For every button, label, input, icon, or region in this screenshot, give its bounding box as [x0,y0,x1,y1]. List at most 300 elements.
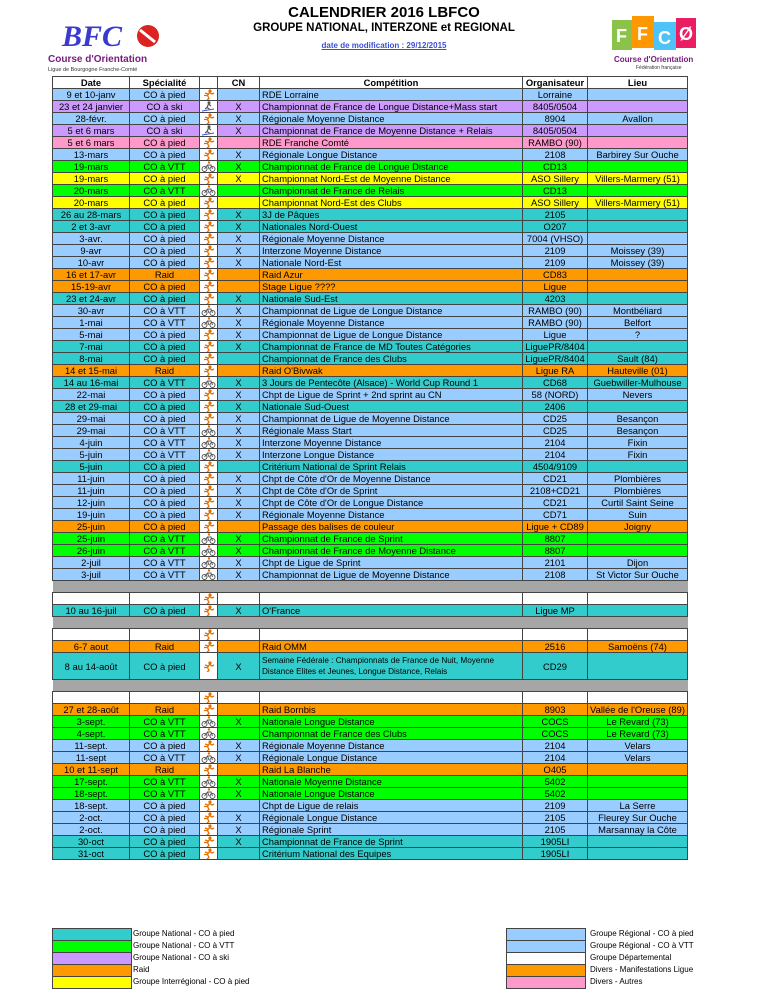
table-row [53,353,688,365]
col-header-spec: Spécialité [130,77,200,89]
organizer-cell: CD21 [523,473,588,485]
date-cell: 2 et 3-avr [53,221,130,233]
table-row [53,425,688,437]
discipline-icon-cell [200,113,218,125]
specialty-cell: CO à pied [130,293,200,305]
competition-cell: Nationale Longue Distance [260,788,523,800]
organizer-cell: CD25 [523,413,588,425]
competition-cell: Championnat de France de Relais [260,185,523,197]
bike-icon [200,569,217,580]
discipline-icon-cell [200,836,218,848]
bike-icon [200,533,217,544]
location-cell [588,341,688,353]
table-row [53,545,688,557]
specialty-cell: CO à pied [130,173,200,185]
organizer-cell: 2105 [523,209,588,221]
location-cell [588,233,688,245]
competition-cell: Chpt de Ligue de relais [260,800,523,812]
location-cell: Marsannay la Côte [588,824,688,836]
location-cell: Belfort [588,317,688,329]
location-cell: Le Revard (73) [588,728,688,740]
specialty-cell: CO à VTT [130,425,200,437]
date-cell: 12-juin [53,497,130,509]
bike-icon [200,185,217,196]
organizer-cell: 2105 [523,824,588,836]
cn-cell: X [218,824,260,836]
table-row [53,824,688,836]
specialty-cell: CO à pied [130,89,200,101]
cn-cell: X [218,149,260,161]
runner-icon [200,233,217,244]
separator-cell [200,680,218,692]
blank-cell [218,629,260,641]
cn-cell: X [218,377,260,389]
specialty-cell: CO à VTT [130,317,200,329]
bike-icon [200,557,217,568]
competition-cell: Championnat de France de Moyenne Distance + Relais [260,125,523,137]
svg-text:BFC: BFC [62,20,123,53]
competition-cell: Régionale Moyenne Distance [260,233,523,245]
specialty-cell: CO à VTT [130,437,200,449]
specialty-cell: CO à pied [130,605,200,617]
runner-icon [200,521,217,532]
competition-cell: Stage Ligue ???? [260,281,523,293]
competition-cell: Raid La Blanche [260,764,523,776]
competition-cell: O'France [260,605,523,617]
location-cell [588,836,688,848]
competition-cell: Critérium National des Equipes [260,848,523,860]
organizer-cell: 2101 [523,557,588,569]
specialty-cell: Raid [130,269,200,281]
cn-cell [218,185,260,197]
separator-cell [588,680,688,692]
competition-cell: Chpt de Ligue de Sprint + 2nd sprint au CN [260,389,523,401]
specialty-cell: CO à pied [130,329,200,341]
discipline-icon-cell [200,569,218,581]
table-row [53,776,688,788]
blank-cell [53,692,130,704]
bike-icon [200,788,217,799]
legend-label: Groupe National - CO à VTT [133,941,235,950]
location-cell [588,776,688,788]
specialty-cell: CO à pied [130,836,200,848]
bike-icon [200,305,217,316]
blank-cell [260,629,523,641]
cn-cell: X [218,473,260,485]
separator-row [53,581,688,593]
blank-cell [53,593,130,605]
date-cell: 25-juin [53,533,130,545]
location-cell [588,269,688,281]
discipline-icon-cell [200,401,218,413]
runner-icon [200,605,217,616]
date-cell: 10-avr [53,257,130,269]
col-header-icon [200,77,218,89]
organizer-cell: CD13 [523,161,588,173]
cn-cell: X [218,836,260,848]
specialty-cell: CO à pied [130,848,200,860]
cn-cell: X [218,437,260,449]
table-row [53,281,688,293]
date-cell: 17-sept. [53,776,130,788]
specialty-cell: CO à VTT [130,449,200,461]
competition-cell: Régionale Longue Distance [260,812,523,824]
specialty-cell: CO à ski [130,101,200,113]
cn-cell: X [218,413,260,425]
date-cell: 26 au 28-mars [53,209,130,221]
separator-cell [53,617,130,629]
specialty-cell: CO à pied [130,812,200,824]
table-row [53,365,688,377]
discipline-icon-cell [200,257,218,269]
specialty-cell: CO à pied [130,257,200,269]
runner-icon [200,836,217,847]
specialty-cell: CO à pied [130,485,200,497]
organizer-cell: Ligue [523,329,588,341]
date-cell: 26-juin [53,545,130,557]
table-row [53,317,688,329]
discipline-icon-cell [200,137,218,149]
runner-icon [200,461,217,472]
blank-cell [200,692,218,704]
location-cell: Velars [588,740,688,752]
date-cell: 23 et 24-avr [53,293,130,305]
location-cell: St Victor Sur Ouche [588,569,688,581]
organizer-cell: LiguePR/8404 [523,341,588,353]
blank-cell [218,692,260,704]
cn-cell: X [218,740,260,752]
table-row [53,137,688,149]
location-cell: Plombières [588,473,688,485]
competition-cell: Championnat de France des Clubs [260,728,523,740]
location-cell: Samoëns (74) [588,641,688,653]
bike-icon [200,425,217,436]
location-cell: ? [588,329,688,341]
runner-icon [200,89,217,100]
runner-icon [200,800,217,811]
runner-icon [200,197,217,208]
cn-cell [218,728,260,740]
date-cell: 18-sept. [53,800,130,812]
date-cell: 20-mars [53,185,130,197]
competition-cell: Régionale Longue Distance [260,752,523,764]
table-row [53,197,688,209]
svg-text:Course d'Orientation: Course d'Orientation [614,55,694,64]
blank-cell [523,593,588,605]
date-cell: 20-mars [53,197,130,209]
cn-cell: X [218,233,260,245]
organizer-cell: 2104 [523,740,588,752]
competition-cell: Raid OMM [260,641,523,653]
date-cell: 28-févr. [53,113,130,125]
specialty-cell: CO à pied [130,149,200,161]
table-row [53,740,688,752]
discipline-icon-cell [200,101,218,113]
separator-cell [53,581,130,593]
specialty-cell: CO à pied [130,341,200,353]
organizer-cell: Ligue + CD89 [523,521,588,533]
location-cell: Fixin [588,437,688,449]
location-cell [588,764,688,776]
date-cell: 31-oct [53,848,130,860]
discipline-icon-cell [200,752,218,764]
specialty-cell: CO à pied [130,473,200,485]
discipline-icon-cell [200,653,218,680]
legend-label: Groupe Régional - CO à VTT [590,941,694,950]
blank-cell [588,692,688,704]
location-cell [588,161,688,173]
runner-icon [200,341,217,352]
runner-icon [200,245,217,256]
table-row [53,641,688,653]
discipline-icon-cell [200,353,218,365]
competition-cell: Championnat de France des Clubs [260,353,523,365]
table-row [53,401,688,413]
table-row [53,245,688,257]
runner-icon [200,764,217,775]
discipline-icon-cell [200,377,218,389]
legend-label: Divers - Manifestations Ligue [590,965,694,974]
separator-cell [53,680,130,692]
organizer-cell: COCS [523,728,588,740]
table-row [53,413,688,425]
specialty-cell: CO à pied [130,653,200,680]
runner-icon [200,389,217,400]
table-row [53,605,688,617]
cn-cell: X [218,605,260,617]
discipline-icon-cell [200,485,218,497]
date-cell: 11-sept [53,752,130,764]
table-row [53,716,688,728]
svg-text:Course d'Orientation: Course d'Orientation [48,54,148,65]
discipline-icon-cell [200,824,218,836]
specialty-cell: CO à pied [130,137,200,149]
cn-cell: X [218,788,260,800]
location-cell [588,401,688,413]
cn-cell [218,521,260,533]
organizer-cell: Lorraine [523,89,588,101]
col-header-org: Organisateur [523,77,588,89]
specialty-cell: CO à VTT [130,545,200,557]
bike-icon [200,545,217,556]
cn-cell: X [218,569,260,581]
cn-cell: X [218,329,260,341]
separator-row [53,680,688,692]
organizer-cell: 2104 [523,437,588,449]
date-cell: 11-sept. [53,740,130,752]
runner-icon [200,413,217,424]
calendar-body [53,89,688,860]
organizer-cell: 2108+CD21 [523,485,588,497]
location-cell [588,653,688,680]
skier-icon [200,101,217,112]
svg-text:F: F [637,24,648,44]
discipline-icon-cell [200,233,218,245]
separator-cell [588,617,688,629]
date-cell: 2-juil [53,557,130,569]
discipline-icon-cell [200,389,218,401]
location-cell: Barbirey Sur Ouche [588,149,688,161]
blank-row [53,692,688,704]
competition-cell: Interzone Moyenne Distance [260,437,523,449]
runner-icon [200,641,217,652]
legend-label: Groupe Régional - CO à pied [590,929,694,938]
date-cell: 30-oct [53,836,130,848]
blank-cell [200,593,218,605]
organizer-cell: LiguePR/8404 [523,353,588,365]
discipline-icon-cell [200,221,218,233]
cn-cell: X [218,812,260,824]
table-row [53,101,688,113]
location-cell: Fixin [588,449,688,461]
organizer-cell: RAMBO (90) [523,317,588,329]
cn-cell [218,197,260,209]
organizer-cell: 58 (NORD) [523,389,588,401]
date-cell: 19-mars [53,161,130,173]
blank-cell [260,593,523,605]
specialty-cell: CO à pied [130,509,200,521]
discipline-icon-cell [200,185,218,197]
organizer-cell: 1905LI [523,848,588,860]
date-cell: 25-juin [53,521,130,533]
date-cell: 19-mars [53,173,130,185]
discipline-icon-cell [200,788,218,800]
runner-icon [200,269,217,280]
organizer-cell: 1905LI [523,836,588,848]
table-row [53,437,688,449]
date-cell: 5 et 6 mars [53,125,130,137]
organizer-cell: 7004 (VHSO) [523,233,588,245]
blank-cell [523,629,588,641]
competition-cell: Nationale Moyenne Distance [260,776,523,788]
cn-cell: X [218,113,260,125]
skier-icon [200,125,217,136]
specialty-cell: CO à VTT [130,728,200,740]
location-cell: Nevers [588,389,688,401]
discipline-icon-cell [200,740,218,752]
date-cell: 9-avr [53,245,130,257]
runner-icon [200,257,217,268]
bike-icon [200,776,217,787]
separator-cell [260,617,523,629]
specialty-cell: CO à VTT [130,788,200,800]
table-row [53,233,688,245]
location-cell: Besançon [588,425,688,437]
location-cell: Fleurey Sur Ouche [588,812,688,824]
discipline-icon-cell [200,437,218,449]
specialty-cell: CO à pied [130,281,200,293]
table-row [53,569,688,581]
competition-cell: Championnat de Ligue de Longue Distance [260,329,523,341]
runner-icon [200,497,217,508]
location-cell: Villers-Marmery (51) [588,197,688,209]
specialty-cell: CO à pied [130,401,200,413]
cn-cell [218,764,260,776]
blank-cell [130,593,200,605]
location-cell: Avallon [588,113,688,125]
location-cell: Dijon [588,557,688,569]
legend-label: Groupe Interrégional - CO à pied [133,977,250,986]
location-cell: Suin [588,509,688,521]
location-cell: Velars [588,752,688,764]
discipline-icon-cell [200,521,218,533]
competition-cell: Championnat Nord-Est de Moyenne Distance [260,173,523,185]
legend-label: Divers - Autres [590,977,643,986]
specialty-cell: CO à VTT [130,569,200,581]
cn-cell: X [218,389,260,401]
location-cell: Curtil Saint Seine [588,497,688,509]
separator-cell [588,581,688,593]
organizer-cell: 2108 [523,149,588,161]
blank-cell [53,629,130,641]
modification-date: date de modification : 29/12/2015 [321,41,447,50]
specialty-cell: CO à pied [130,221,200,233]
date-cell: 5-mai [53,329,130,341]
organizer-cell: ASO Sillery [523,197,588,209]
table-row [53,389,688,401]
specialty-cell: CO à VTT [130,305,200,317]
organizer-cell: COCS [523,716,588,728]
cn-cell [218,641,260,653]
table-row [53,752,688,764]
date-cell: 2-oct. [53,824,130,836]
cn-cell: X [218,161,260,173]
date-cell: 3-sept. [53,716,130,728]
location-cell: Besançon [588,413,688,425]
runner-icon [200,293,217,304]
table-header-row [53,77,688,89]
cn-cell [218,89,260,101]
location-cell: Vallée de l'Oreuse (89) [588,704,688,716]
competition-cell: Interzone Moyenne Distance [260,245,523,257]
runner-icon [200,137,217,148]
competition-cell: Nationale Sud-Est [260,293,523,305]
discipline-icon-cell [200,533,218,545]
specialty-cell: CO à VTT [130,533,200,545]
date-cell: 16 et 17-avr [53,269,130,281]
table-row [53,173,688,185]
table-row [53,329,688,341]
table-row [53,341,688,353]
location-cell: Guebwiller-Mulhouse [588,377,688,389]
date-cell: 10 et 11-sept [53,764,130,776]
location-cell: Villers-Marmery (51) [588,173,688,185]
competition-cell: 3J de Pâques [260,209,523,221]
table-row [53,89,688,101]
table-row [53,497,688,509]
organizer-cell: 8405/0504 [523,101,588,113]
organizer-cell: CD71 [523,509,588,521]
organizer-cell: 8903 [523,704,588,716]
cn-cell: X [218,533,260,545]
location-cell [588,209,688,221]
date-cell: 9 et 10-janv [53,89,130,101]
table-row [53,533,688,545]
competition-cell: Championnat Nord-Est des Clubs [260,197,523,209]
competition-cell: Championnat de France de Longue Distance [260,161,523,173]
bike-icon [200,716,217,727]
table-row [53,800,688,812]
date-cell: 3-juil [53,569,130,581]
discipline-icon-cell [200,305,218,317]
svg-text:Ligue de Bourgogne Franche-Com: Ligue de Bourgogne Franche-Comté [48,67,138,73]
separator-row [53,617,688,629]
bike-icon [200,377,217,388]
specialty-cell: CO à pied [130,824,200,836]
date-cell: 28 et 29-mai [53,401,130,413]
organizer-cell: O405 [523,764,588,776]
organizer-cell: 8405/0504 [523,125,588,137]
